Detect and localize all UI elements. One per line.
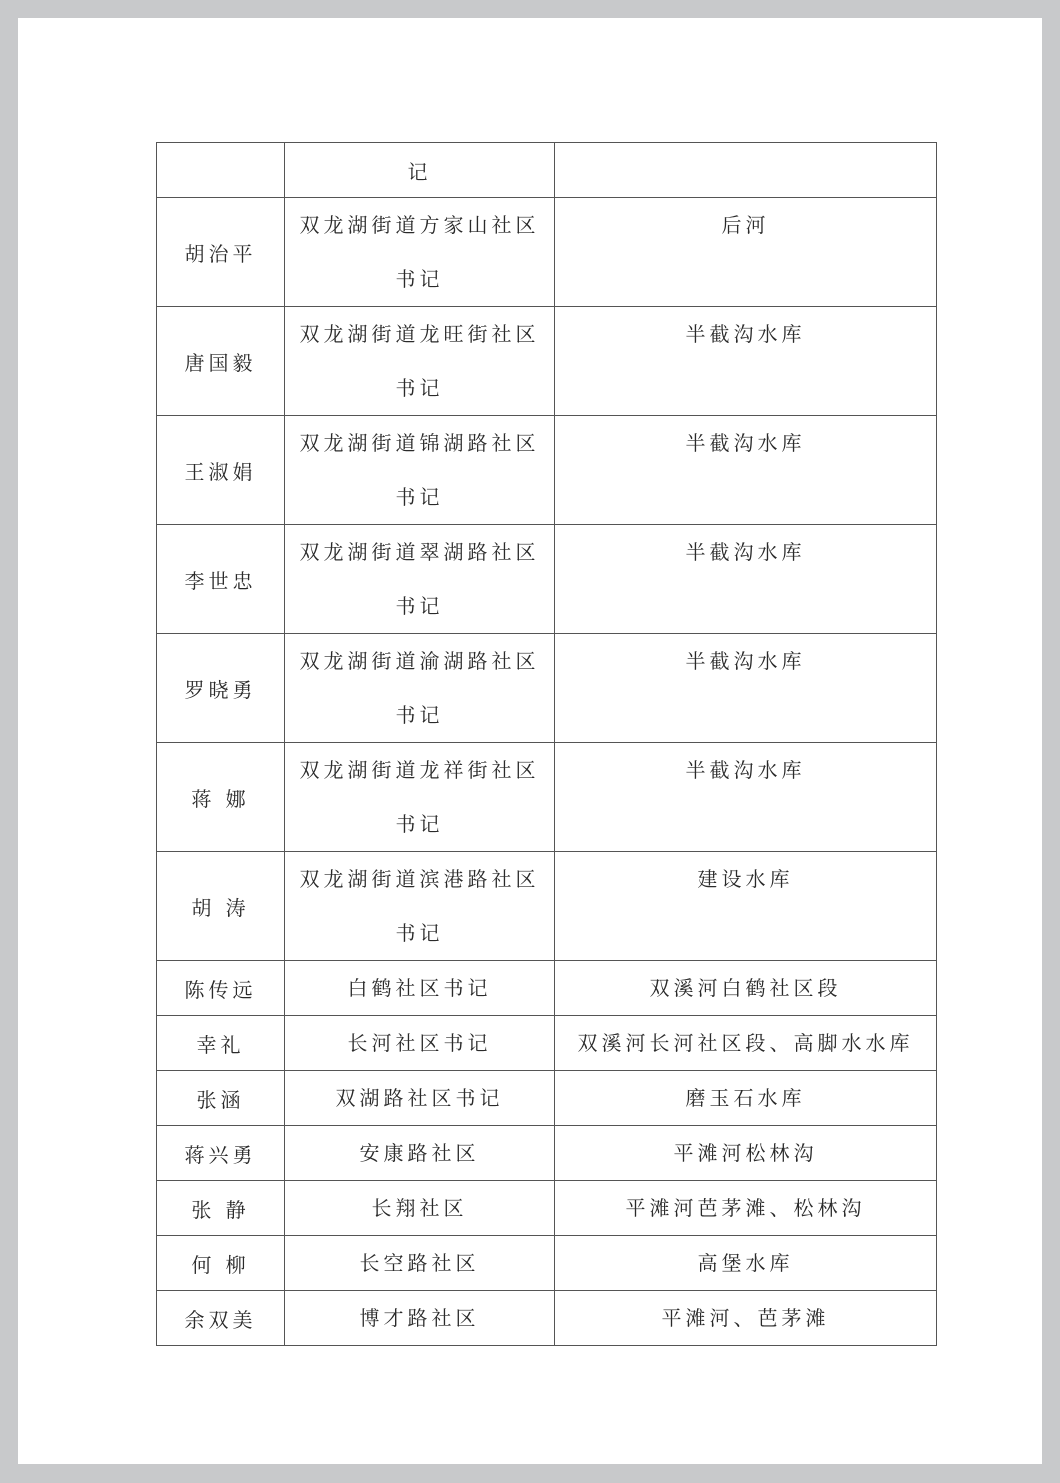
area-cell: 磨玉石水库 bbox=[555, 1071, 937, 1126]
duty-line: 书记 bbox=[395, 267, 444, 291]
duty-cell bbox=[285, 198, 555, 307]
name-cell: 胡治平 bbox=[157, 198, 285, 307]
duty-line: 双龙湖街道渝湖路社区 bbox=[299, 649, 540, 673]
duty-cell bbox=[285, 743, 555, 852]
duty-cell: 长翔社区 bbox=[285, 1181, 555, 1236]
table-row bbox=[157, 525, 937, 634]
area-cell bbox=[555, 143, 937, 198]
table-row bbox=[157, 1071, 937, 1126]
table-row bbox=[157, 852, 937, 961]
area-cell: 平滩河、芭茅滩 bbox=[555, 1291, 937, 1346]
area-cell: 双溪河长河社区段、高脚水水库 bbox=[555, 1016, 937, 1071]
name-cell: 罗晓勇 bbox=[157, 634, 285, 743]
duty-cell: 记 bbox=[285, 143, 555, 198]
duty-line: 书记 bbox=[395, 703, 444, 727]
name-cell: 余双美 bbox=[157, 1291, 285, 1346]
duty-line: 书记 bbox=[395, 485, 444, 509]
duty-cell bbox=[285, 307, 555, 416]
document-page bbox=[18, 18, 1042, 1464]
duty-line: 双龙湖街道方家山社区 bbox=[299, 213, 540, 237]
duty-cell: 双湖路社区书记 bbox=[285, 1071, 555, 1126]
duty-line: 双龙湖街道滨港路社区 bbox=[299, 867, 540, 891]
duty-line: 双龙湖街道龙旺街社区 bbox=[299, 322, 540, 346]
duty-line: 书记 bbox=[395, 812, 444, 836]
area-cell: 半截沟水库 bbox=[555, 307, 937, 416]
duty-cell: 白鹤社区书记 bbox=[285, 961, 555, 1016]
table-row bbox=[157, 1236, 937, 1291]
area-cell: 双溪河白鹤社区段 bbox=[555, 961, 937, 1016]
area-cell: 建设水库 bbox=[555, 852, 937, 961]
duty-cell: 长空路社区 bbox=[285, 1236, 555, 1291]
name-cell: 王淑娟 bbox=[157, 416, 285, 525]
duty-cell: 长河社区书记 bbox=[285, 1016, 555, 1071]
table-row bbox=[157, 1126, 937, 1181]
duty-line: 书记 bbox=[395, 594, 444, 618]
table-row bbox=[157, 961, 937, 1016]
table-row bbox=[157, 1181, 937, 1236]
duty-cell bbox=[285, 416, 555, 525]
name-cell: 蒋 娜 bbox=[157, 743, 285, 852]
area-cell: 平滩河松林沟 bbox=[555, 1126, 937, 1181]
table-row bbox=[157, 307, 937, 416]
duty-cell: 安康路社区 bbox=[285, 1126, 555, 1181]
name-cell: 张涵 bbox=[157, 1071, 285, 1126]
area-cell: 半截沟水库 bbox=[555, 525, 937, 634]
area-cell: 高堡水库 bbox=[555, 1236, 937, 1291]
duty-cell: 博才路社区 bbox=[285, 1291, 555, 1346]
duty-line: 双龙湖街道龙祥街社区 bbox=[299, 758, 540, 782]
table-row bbox=[157, 1016, 937, 1071]
duty-line: 双龙湖街道锦湖路社区 bbox=[299, 431, 540, 455]
table-row bbox=[157, 1291, 937, 1346]
name-cell: 唐国毅 bbox=[157, 307, 285, 416]
area-cell: 半截沟水库 bbox=[555, 743, 937, 852]
duty-line: 书记 bbox=[395, 376, 444, 400]
duty-cell bbox=[285, 525, 555, 634]
name-cell: 张 静 bbox=[157, 1181, 285, 1236]
area-cell: 半截沟水库 bbox=[555, 416, 937, 525]
name-cell: 陈传远 bbox=[157, 961, 285, 1016]
name-cell: 何 柳 bbox=[157, 1236, 285, 1291]
area-cell: 半截沟水库 bbox=[555, 634, 937, 743]
name-cell bbox=[157, 143, 285, 198]
name-cell: 蒋兴勇 bbox=[157, 1126, 285, 1181]
area-cell: 平滩河芭茅滩、松林沟 bbox=[555, 1181, 937, 1236]
duty-line: 双龙湖街道翠湖路社区 bbox=[299, 540, 540, 564]
table-row bbox=[157, 198, 937, 307]
duty-cell bbox=[285, 634, 555, 743]
table-row bbox=[157, 416, 937, 525]
table-row bbox=[157, 743, 937, 852]
name-cell: 李世忠 bbox=[157, 525, 285, 634]
duty-line: 书记 bbox=[395, 921, 444, 945]
table-row bbox=[157, 634, 937, 743]
area-cell: 后河 bbox=[555, 198, 937, 307]
name-cell: 胡 涛 bbox=[157, 852, 285, 961]
duty-cell bbox=[285, 852, 555, 961]
name-cell: 幸礼 bbox=[157, 1016, 285, 1071]
table-row bbox=[157, 143, 937, 198]
responsibility-table bbox=[156, 142, 937, 1346]
